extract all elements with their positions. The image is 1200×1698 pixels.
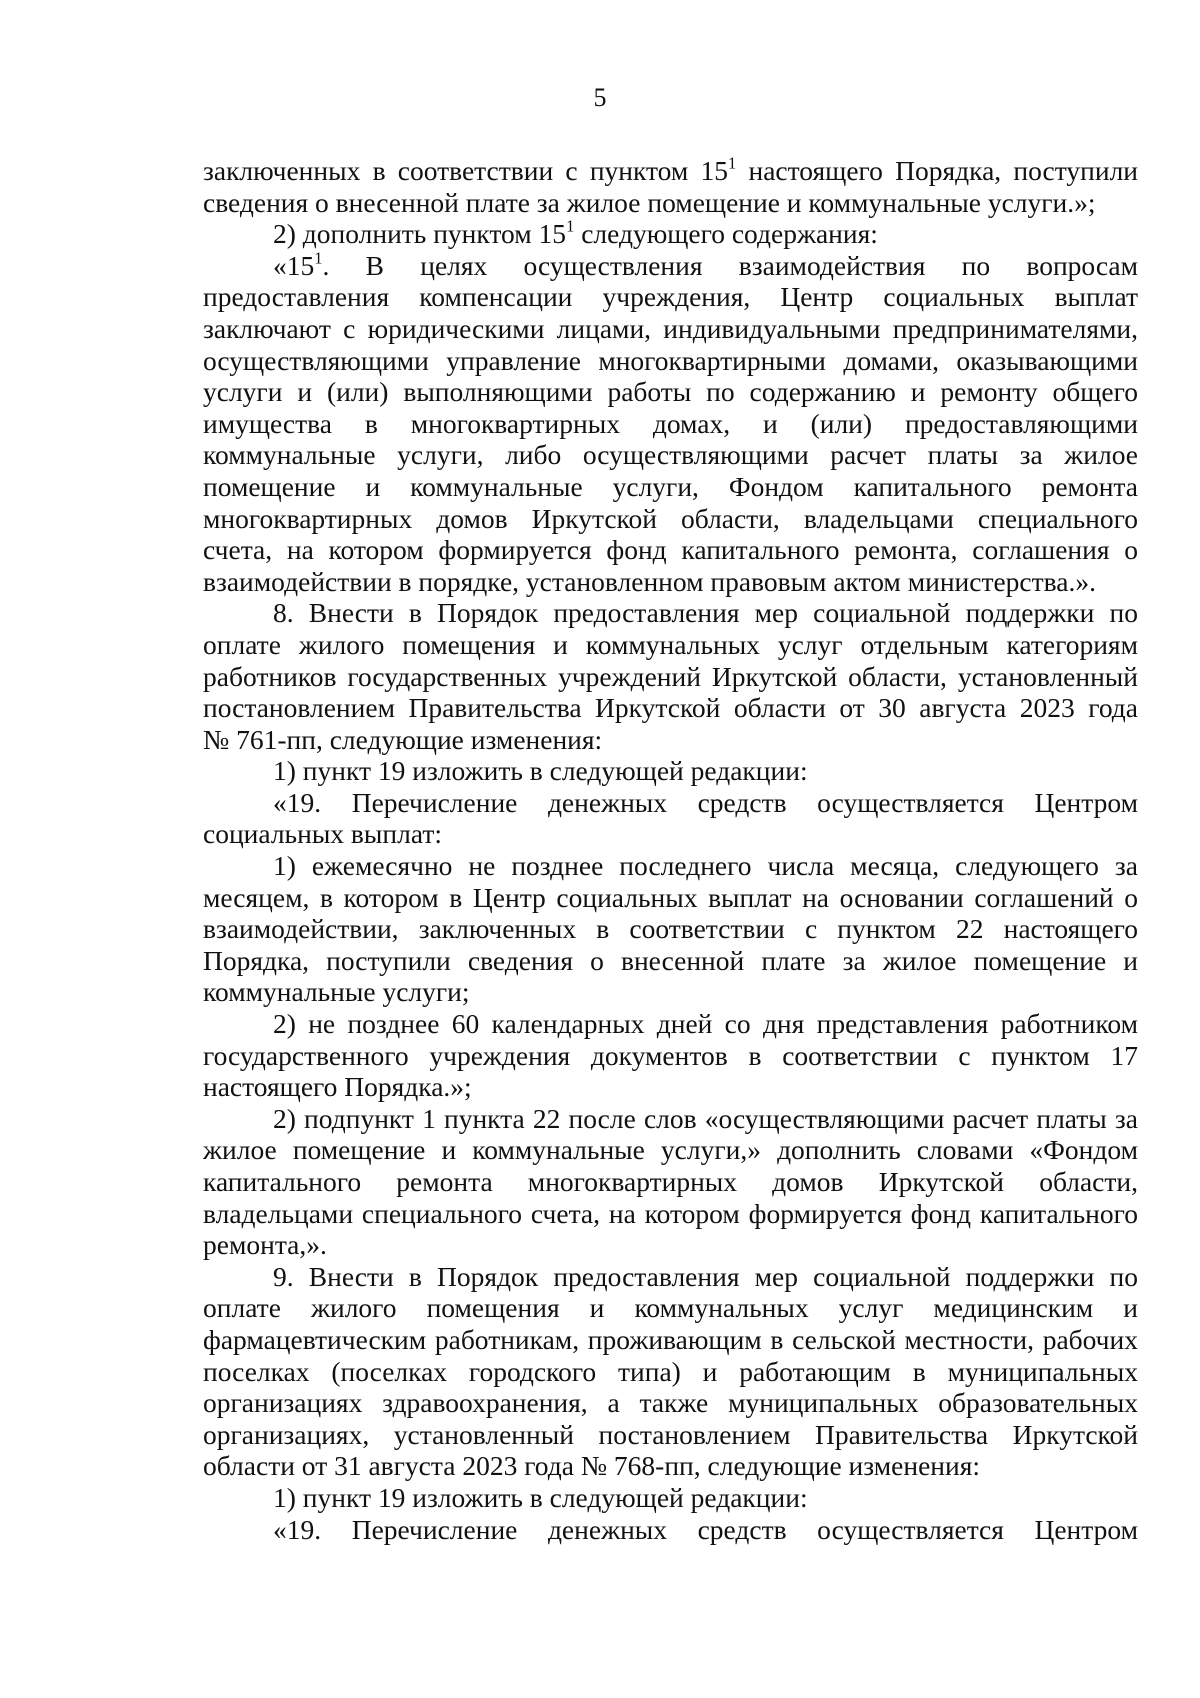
text-line: коммунальные услуги; xyxy=(203,976,470,1008)
text-line: № 761-пп, следующие изменения: xyxy=(203,723,603,755)
text-line: работников государственных учреждений Иркутской области, установленный xyxy=(203,660,1138,692)
text-line: 1) ежемесячно не позднее последнего числа месяца, следующего за xyxy=(273,850,1138,882)
text-line: владельцами специального счета, на котором формируется фонд капитального xyxy=(203,1197,1138,1229)
text-line: Порядка, поступили сведения о внесенной плате за жилое помещение и xyxy=(203,944,1138,976)
text-line: 1) пункт 19 изложить в следующей редакции: xyxy=(273,1481,808,1513)
text-line: оплате жилого помещения и коммунальных услуг отдельным категориям xyxy=(203,628,1138,660)
text-line: 2) подпункт 1 пункта 22 после слов «осуществляющими расчет платы за xyxy=(273,1102,1138,1134)
text-line: жилое помещение и коммунальные услуги,» дополнить словами «Фондом xyxy=(203,1134,1138,1166)
text-line: «19. Перечисление денежных средств осуществляется Центром xyxy=(273,786,1138,818)
text-line: услуги и (или) выполняющими работы по содержанию и ремонту общего xyxy=(203,376,1138,408)
text-line: осуществляющими управление многоквартирными домами, оказывающими xyxy=(203,344,1138,376)
text-line: организациях, установленный постановлением Правительства Иркутской xyxy=(203,1418,1138,1450)
text-line: настоящего Порядка.»; xyxy=(203,1071,472,1103)
text-line: фармацевтическим работникам, проживающим в сельской местности, рабочих xyxy=(203,1323,1138,1355)
document-body xyxy=(203,155,1138,1545)
text-line: месяцем, в котором в Центр социальных выплат на основании соглашений о xyxy=(203,881,1138,913)
text-line: многоквартирных домов Иркутской области, владельцами специального xyxy=(203,502,1138,534)
text-line: помещение и коммунальные услуги, Фондом капитального ремонта xyxy=(203,470,1138,502)
text-line: счета, на котором формируется фонд капитального ремонта, соглашения о xyxy=(203,534,1138,566)
superscript-one: 1 xyxy=(566,216,575,236)
text-line: области от 31 августа 2023 года № 768-пп, следующие изменения: xyxy=(203,1450,980,1482)
text-line: организациях здравоохранения, а также муниципальных образовательных xyxy=(203,1387,1138,1419)
page-number: 5 xyxy=(593,83,607,112)
text-line: социальных выплат: xyxy=(203,818,442,850)
text-line: «$15^1$. В целях осуществления взаимодействия по вопросам xyxy=(273,249,1138,281)
text-line: ремонта,». xyxy=(203,1229,327,1261)
text-line: коммунальные услуги, либо осуществляющими расчет платы за жилое xyxy=(203,439,1138,471)
text-line: 9. Внести в Порядок предоставления мер социальной поддержки по xyxy=(273,1260,1138,1292)
text-line: поселках (поселках городского типа) и работающим в муниципальных xyxy=(203,1355,1138,1387)
superscript-one: 1 xyxy=(314,249,323,268)
text-line: 2) не позднее 60 календарных дней со дня представления работником xyxy=(273,1008,1138,1040)
text-line: 8. Внести в Порядок предоставления мер социальной поддержки по xyxy=(273,597,1138,629)
text-line: сведения о внесенной плате за жилое помещение и коммунальные услуги.»; xyxy=(203,186,1096,218)
text-line: государственного учреждения документов в соответствии с пунктом 17 xyxy=(203,1039,1138,1071)
text-line: заключенных в соответствии с пунктом $15^1$ настоящего Порядка, поступили xyxy=(203,155,1138,186)
text-line: взаимодействии, заключенных в соответствии с пунктом 22 настоящего xyxy=(203,913,1138,945)
text-line: заключают с юридическими лицами, индивидуальными предпринимателями, xyxy=(203,312,1138,344)
text-line: предоставления компенсации учреждения, Центр социальных выплат xyxy=(203,281,1138,313)
text-line: «19. Перечисление денежных средств осуществляется Центром xyxy=(273,1513,1138,1545)
text-line: 1) пункт 19 изложить в следующей редакции: xyxy=(273,755,808,787)
text-line: постановлением Правительства Иркутской области от 30 августа 2023 года xyxy=(203,692,1138,724)
superscript-one: 1 xyxy=(728,155,737,173)
text-line: имущества в многоквартирных домах, и (или) предоставляющими xyxy=(203,407,1138,439)
text-line: капитального ремонта многоквартирных домов Иркутской области, xyxy=(203,1166,1138,1197)
text-line: взаимодействии в порядке, установленном правовым актом министерства.». xyxy=(203,565,1096,597)
text-line: оплате жилого помещения и коммунальных услуг медицинским и xyxy=(203,1292,1138,1324)
text-line: 2) дополнить пунктом $15^1$ следующего содержания: xyxy=(273,216,878,250)
